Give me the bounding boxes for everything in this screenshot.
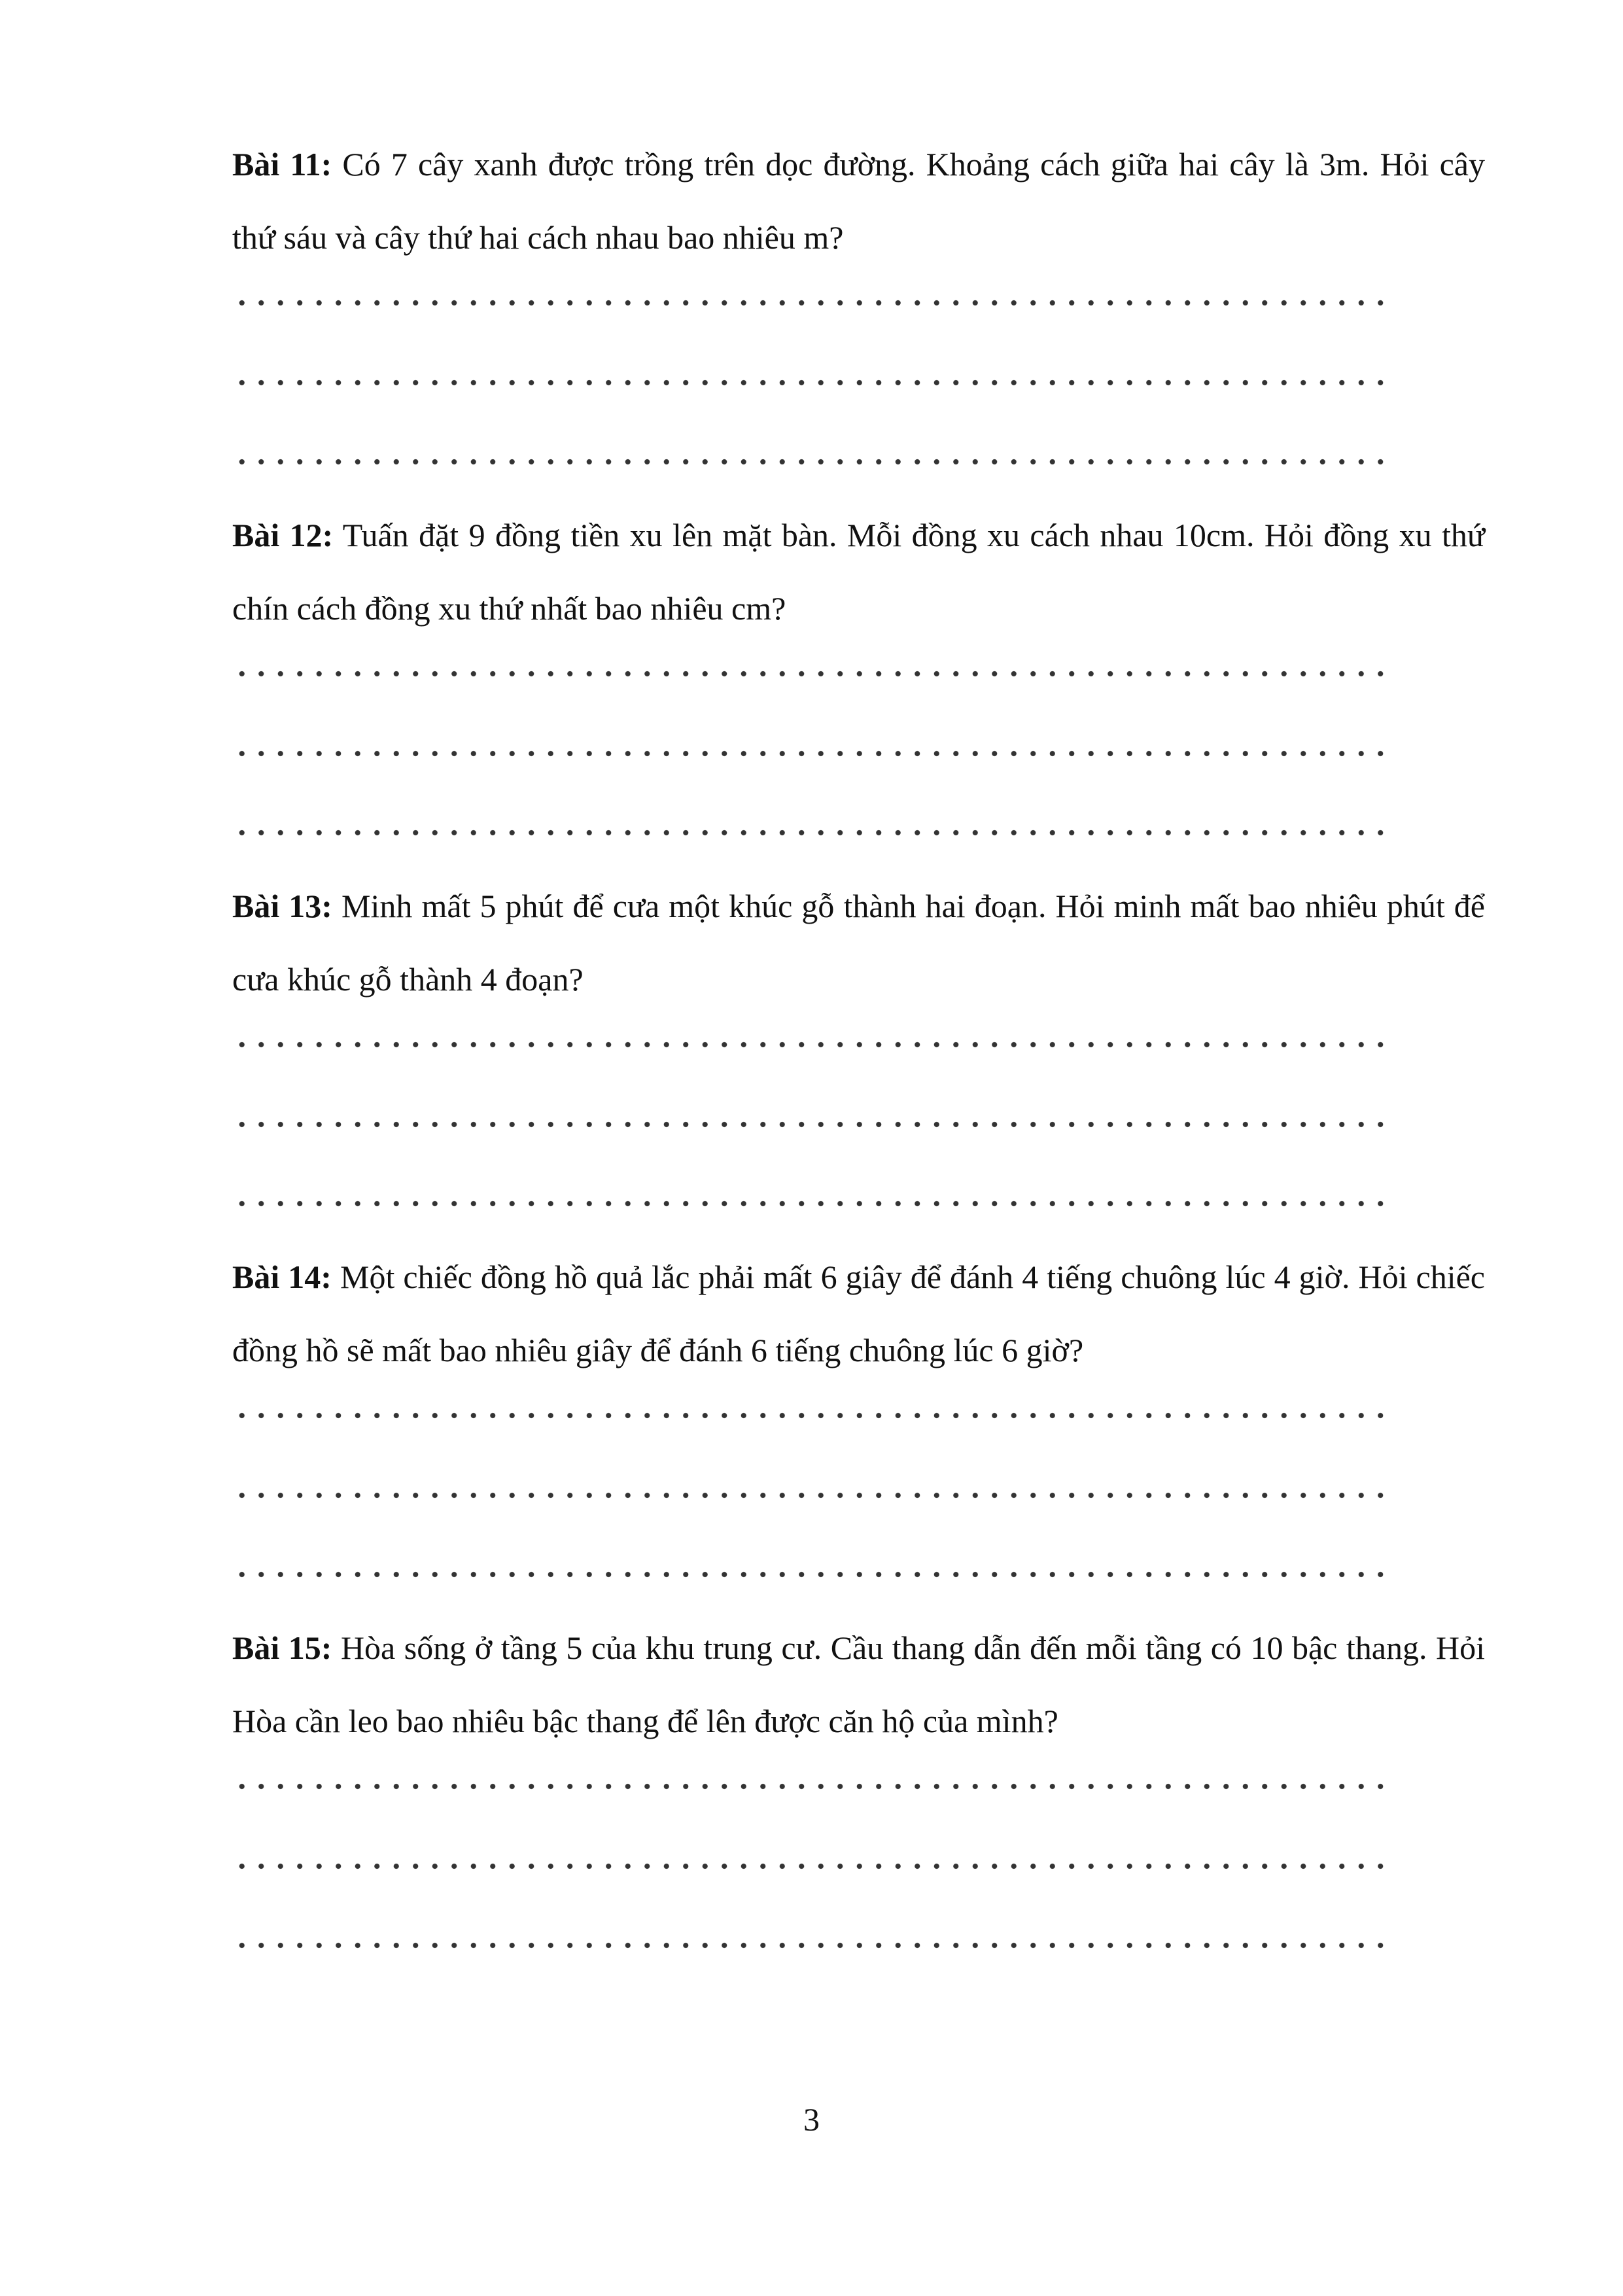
answer-line: [232, 1200, 1387, 1208]
problem-label: Bài 12:: [232, 517, 334, 553]
answer-line: [232, 299, 1387, 307]
problem-statement: [232, 128, 1485, 274]
problem-statement: [232, 498, 1485, 645]
problem-question: Một chiếc đồng hồ quả lắc phải mất 6 giây để đánh 4 tiếng chuông lúc 4 giờ. Hỏi chiếc đồng hồ sẽ mất bao nhiêu giây để đánh 6 tiếng chuông lúc 6 giờ?: [232, 1259, 1486, 1368]
answer-line: [232, 1121, 1387, 1128]
problem-11: [232, 128, 1485, 274]
problem-question: Hòa sống ở tầng 5 của khu trung cư. Cầu thang dẫn đến mỗi tầng có 10 bậc thang. Hỏi Hòa cần leo bao nhiêu bậc thang để lên được căn hộ của mình?: [232, 1629, 1485, 1739]
answer-line: [232, 1041, 1387, 1049]
answer-line: [232, 1571, 1387, 1578]
page-number: 3: [803, 2101, 820, 2138]
problem-13: [232, 869, 1485, 1016]
problem-statement: [232, 1611, 1485, 1758]
problem-15: [232, 1611, 1485, 1758]
problem-label: Bài 11:: [232, 146, 332, 183]
problem-label: Bài 15:: [232, 1629, 332, 1666]
answer-line: [232, 670, 1387, 678]
problem-label: Bài 13:: [232, 888, 332, 924]
problem-12: [232, 498, 1485, 645]
answer-line: [232, 829, 1387, 837]
answer-line: [232, 1783, 1387, 1790]
answer-line: [232, 458, 1387, 466]
problem-statement: [232, 869, 1485, 1016]
answer-line: [232, 1491, 1387, 1499]
problem-question: Có 7 cây xanh được trồng trên dọc đường. Khoảng cách giữa hai cây là 3m. Hỏi cây thứ sáu và cây thứ hai cách nhau bao nhiêu m?: [232, 146, 1486, 256]
answer-line: [232, 1941, 1387, 1949]
answer-line: [232, 750, 1387, 757]
problem-label: Bài 14:: [232, 1259, 332, 1295]
problem-statement: [232, 1240, 1485, 1387]
problem-14: [232, 1240, 1485, 1387]
answer-line: [232, 1412, 1387, 1419]
answer-line: [232, 1862, 1387, 1870]
problem-question: Tuấn đặt 9 đồng tiền xu lên mặt bàn. Mỗi đồng xu cách nhau 10cm. Hỏi đồng xu thứ chín cách đồng xu thứ nhất bao nhiêu cm?: [232, 517, 1485, 627]
problem-question: Minh mất 5 phút để cưa một khúc gỗ thành hai đoạn. Hỏi minh mất bao nhiêu phút để cưa khúc gỗ thành 4 đoạn?: [232, 888, 1485, 998]
answer-line: [232, 379, 1387, 387]
